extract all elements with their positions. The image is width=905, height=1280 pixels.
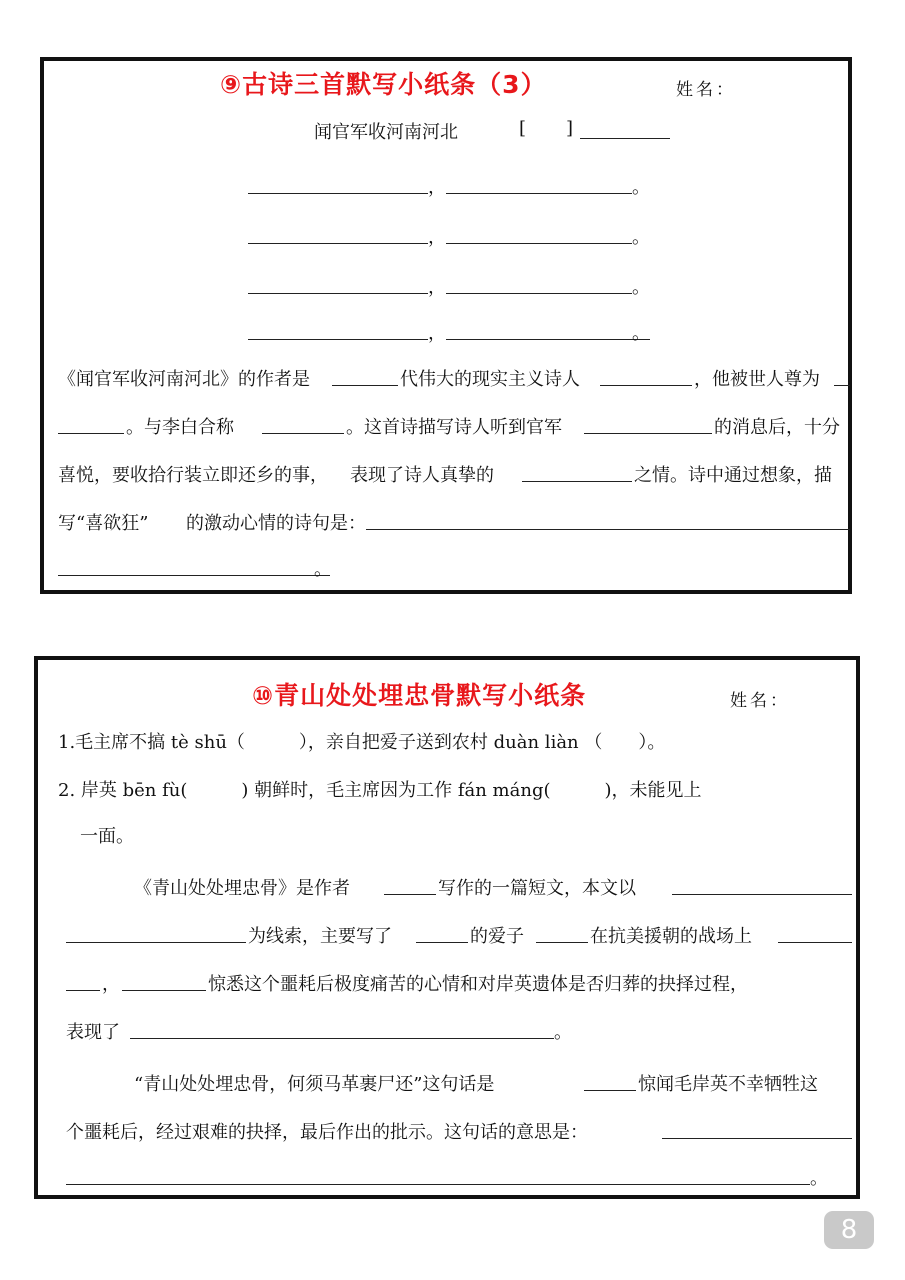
poem-blank[interactable]: [248, 193, 428, 194]
answer-blank[interactable]: [584, 1090, 636, 1091]
poem-title: 闻官军收河南河北: [314, 122, 458, 143]
name-label: 姓名：: [730, 691, 790, 711]
answer-blank[interactable]: [66, 942, 246, 943]
poem-blank[interactable]: [446, 339, 650, 340]
answer-blank[interactable]: [584, 433, 712, 434]
answer-blank[interactable]: [262, 433, 344, 434]
fill-text: 惊悉这个噩耗后极度痛苦的心情和对岸英遗体是否归葬的抉择过程，: [208, 974, 748, 995]
question-text: 《闻官军收河南河北》的作者是: [58, 369, 310, 390]
question-text: 。这首诗描写诗人听到官军: [346, 417, 562, 438]
page-number-badge: 8: [824, 1211, 874, 1249]
poem-line-row: [44, 173, 848, 197]
answer-blank[interactable]: [130, 1038, 554, 1039]
poem-blank[interactable]: [248, 293, 428, 294]
question-text: 表现了诗人真挚的: [350, 465, 494, 486]
fill-text: 在抗美援朝的战场上: [590, 926, 752, 947]
fill-text: 写作的一篇短文，本文以: [438, 878, 636, 899]
question-text: ，他被世人尊为: [694, 369, 820, 390]
answer-blank[interactable]: [416, 942, 468, 943]
bracket-right: ]: [566, 118, 574, 139]
period-mark: 。: [632, 277, 650, 298]
dictation-card-qingshan: [34, 656, 860, 1199]
name-label: 姓名：: [676, 80, 736, 100]
fill-text: “青山处处埋忠骨，何须马革裹尸还”这句话是: [134, 1074, 495, 1095]
card-title: ⑨古诗三首默写小纸条（3）: [220, 70, 547, 99]
answer-blank[interactable]: [384, 894, 436, 895]
fill-text: ，: [102, 974, 120, 995]
author-blank[interactable]: [580, 138, 670, 139]
poem-line-row: [44, 319, 848, 343]
period-mark: 。: [632, 177, 650, 198]
fill-text: 的爱子: [470, 926, 524, 947]
answer-blank[interactable]: [332, 385, 398, 386]
comma-mark: ，: [428, 277, 446, 298]
question-text: 。与李白合称: [126, 417, 234, 438]
poem-line-row: [44, 223, 848, 247]
dictation-card-ancient-poems: [40, 57, 852, 594]
poem-blank[interactable]: [446, 293, 632, 294]
answer-blank[interactable]: [66, 1184, 810, 1185]
answer-blank[interactable]: [536, 942, 588, 943]
fill-text: 个噩耗后，经过艰难的抉择，最后作出的批示。这句话的意思是：: [66, 1122, 588, 1143]
question-text: 之情。诗中通过想象，描: [634, 465, 832, 486]
poem-blank[interactable]: [248, 339, 428, 340]
period-mark: 。: [632, 227, 650, 248]
fill-text: 表现了: [66, 1022, 120, 1043]
pinyin-question-1: 1.毛主席不搞 tè shū（ ），亲自把爱子送到农村 duàn liàn （ ）。: [58, 732, 666, 753]
answer-blank[interactable]: [672, 894, 852, 895]
comma-mark: ，: [428, 177, 446, 198]
poem-blank[interactable]: [446, 193, 632, 194]
comma-mark: ，: [428, 323, 446, 344]
answer-blank[interactable]: [58, 575, 330, 576]
answer-blank[interactable]: [522, 481, 632, 482]
poem-blank[interactable]: [248, 243, 428, 244]
answer-blank[interactable]: [122, 990, 206, 991]
answer-blank[interactable]: [662, 1138, 852, 1139]
card-title: ⑩青山处处埋忠骨默写小纸条: [252, 681, 587, 710]
question-text: 的消息后，十分: [714, 417, 840, 438]
poem-blank[interactable]: [446, 243, 632, 244]
pinyin-question-2: 2. 岸英 bēn fù( ) 朝鲜时，毛主席因为工作 fán máng( )，未能见上: [58, 780, 702, 801]
period-mark: 。: [810, 1168, 828, 1189]
answer-blank[interactable]: [58, 433, 124, 434]
question-text: 写“喜欲狂”: [58, 513, 149, 534]
answer-blank[interactable]: [366, 529, 850, 530]
pinyin-question-2-cont: 一面。: [80, 826, 134, 847]
question-text: 喜悦，要收拾行装立即还乡的事，: [58, 465, 328, 486]
answer-blank[interactable]: [600, 385, 692, 386]
comma-mark: ，: [428, 227, 446, 248]
question-text: 的激动心情的诗句是：: [186, 513, 366, 534]
question-text: 代伟大的现实主义诗人: [400, 369, 580, 390]
period-mark: 。: [554, 1022, 572, 1043]
bracket-left: [: [519, 118, 527, 139]
answer-blank[interactable]: [66, 990, 100, 991]
answer-blank[interactable]: [834, 385, 850, 386]
period-mark: 。: [314, 559, 332, 580]
answer-blank[interactable]: [778, 942, 852, 943]
fill-text: 《青山处处埋忠骨》是作者: [134, 878, 350, 899]
fill-text: 为线索，主要写了: [248, 926, 392, 947]
poem-line-row: [44, 273, 848, 297]
period-mark: 。: [632, 323, 650, 344]
fill-text: 惊闻毛岸英不幸牺牲这: [638, 1074, 818, 1095]
